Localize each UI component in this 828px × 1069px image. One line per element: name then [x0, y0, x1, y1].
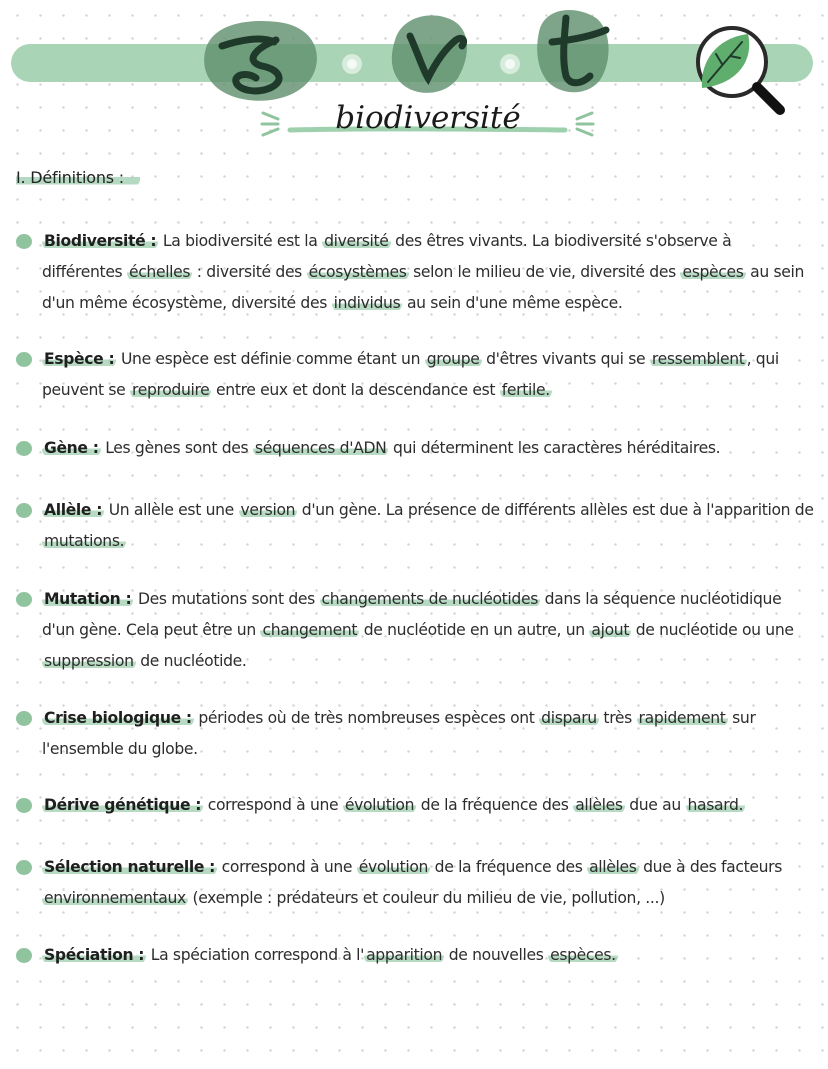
highlighted-keyword: séquences d'ADN — [254, 439, 387, 457]
definition-segment: des êtres vivants. La biodiversité s'observe à différentes — [42, 232, 732, 281]
definition-text — [16, 344, 816, 406]
definition-segment: La spéciation correspond à l' — [146, 946, 365, 964]
highlighted-keyword: rapidement — [638, 709, 726, 727]
definition-item — [16, 940, 816, 971]
highlighted-keyword: suppression — [44, 652, 134, 670]
definition-segment: La biodiversité est la — [158, 232, 323, 250]
bullet-dot-icon — [16, 860, 32, 875]
definition-segment: Des mutations sont des — [133, 590, 320, 608]
definition-segment: périodes où de très nombreuses espèces ont — [193, 709, 540, 727]
highlighted-keyword: version — [240, 501, 296, 519]
highlighted-keyword: changements de nucléotides — [321, 590, 538, 608]
definition-segment: de nucléotide. — [135, 652, 247, 670]
highlighted-keyword: mutations. — [44, 532, 125, 550]
definition-item — [16, 790, 816, 821]
definition-item — [16, 226, 816, 319]
definition-segment: correspond à une — [203, 796, 343, 814]
highlighted-keyword: environnementaux — [44, 889, 186, 907]
definition-term: Sélection naturelle : — [44, 858, 216, 876]
definition-term: Spéciation : — [44, 946, 145, 964]
definition-term: Gène : — [44, 439, 99, 457]
definition-segment: Les gènes sont des — [100, 439, 253, 457]
definition-segment: selon le milieu de vie, diversité des — [408, 263, 681, 281]
definition-term: Crise biologique : — [44, 709, 192, 727]
definition-segment: de la fréquence des — [430, 858, 588, 876]
highlighted-keyword: apparition — [366, 946, 443, 964]
definition-segment: due à des facteurs — [638, 858, 782, 876]
definition-segment: correspond à une — [217, 858, 357, 876]
definition-segment: entre eux et dont la descendance est — [211, 381, 500, 399]
highlighted-keyword: espèces — [682, 263, 744, 281]
definition-segment: au sein d'une même espèce. — [402, 294, 623, 312]
highlighted-keyword: groupe — [426, 350, 480, 368]
sparkle-left — [262, 113, 278, 135]
definition-segment: d'un gène. La présence de différents allèles est due à l'apparition de — [297, 501, 814, 519]
definition-segment: dans la séquence nucléotidique d'un gène. Cela peut être un — [42, 590, 782, 639]
header-decoration — [0, 0, 828, 150]
definition-text — [16, 226, 816, 319]
bullet-dot-icon — [16, 441, 32, 456]
definition-text — [16, 790, 816, 821]
definition-item — [16, 584, 816, 677]
bullet-dot-icon — [16, 352, 32, 367]
definition-term: Biodiversité : — [44, 232, 157, 250]
definition-term: Dérive génétique : — [44, 796, 202, 814]
definition-segment: de nucléotide en un autre, un — [359, 621, 590, 639]
section-title: I. Définitions : — [16, 168, 140, 187]
highlighted-keyword: espèces. — [550, 946, 616, 964]
definition-text — [16, 940, 816, 971]
highlighted-keyword: échelles — [128, 263, 191, 281]
definition-term: Mutation : — [44, 590, 132, 608]
definition-text — [16, 433, 816, 464]
highlighted-keyword: évolution — [344, 796, 415, 814]
definition-item — [16, 433, 816, 464]
definition-segment: (exemple : prédateurs et couleur du milieu de vie, pollution, ...) — [187, 889, 665, 907]
bullet-dot-icon — [16, 798, 32, 813]
definition-text — [16, 703, 816, 765]
bullet-dot-icon — [16, 503, 32, 518]
definition-term: Espèce : — [44, 350, 115, 368]
definition-segment: au sein d'un même écosystème, diversité des — [42, 263, 805, 312]
highlighted-keyword: ajout — [591, 621, 630, 639]
bullet-dot-icon — [16, 948, 32, 963]
header-subtitle: biodiversité — [335, 100, 521, 136]
highlighted-keyword: allèles — [589, 858, 637, 876]
highlighted-keyword: disparu — [541, 709, 597, 727]
highlighted-keyword: évolution — [358, 858, 429, 876]
highlighted-keyword: ressemblent — [651, 350, 745, 368]
definition-item — [16, 495, 816, 557]
highlighted-keyword: individus — [333, 294, 401, 312]
definition-item — [16, 703, 816, 765]
highlighted-keyword: allèles — [575, 796, 623, 814]
highlighted-keyword: reproduire — [131, 381, 210, 399]
definition-segment: sur l'ensemble du globe. — [42, 709, 756, 758]
definition-segment: très — [598, 709, 637, 727]
definition-segment: Un allèle est une — [104, 501, 239, 519]
definition-segment: due au — [624, 796, 686, 814]
definition-text — [16, 495, 816, 557]
sparkle-right — [577, 113, 593, 135]
definition-segment: , qui peuvent se — [42, 350, 779, 399]
definition-item — [16, 852, 816, 914]
definition-segment: : diversité des — [192, 263, 307, 281]
highlighted-keyword: écosystèmes — [308, 263, 407, 281]
definition-text — [16, 584, 816, 677]
definition-term: Allèle : — [44, 501, 103, 519]
definition-segment: de nouvelles — [444, 946, 549, 964]
definition-segment: de nucléotide ou une — [631, 621, 794, 639]
bullet-dot-icon — [16, 592, 32, 607]
header-banner — [0, 0, 828, 150]
highlighted-keyword: fertile. — [501, 381, 550, 399]
definition-segment: qui déterminent les caractères héréditaires. — [388, 439, 721, 457]
definition-segment: d'êtres vivants qui se — [481, 350, 650, 368]
bullet-dot-icon — [16, 234, 32, 249]
highlighted-keyword: changement — [262, 621, 358, 639]
definition-segment: de la fréquence des — [416, 796, 574, 814]
definition-item — [16, 344, 816, 406]
definition-text — [16, 852, 816, 914]
highlighted-keyword: diversité — [324, 232, 389, 250]
highlighted-keyword: hasard. — [687, 796, 744, 814]
definition-segment: Une espèce est définie comme étant un — [116, 350, 425, 368]
bullet-dot-icon — [16, 711, 32, 726]
